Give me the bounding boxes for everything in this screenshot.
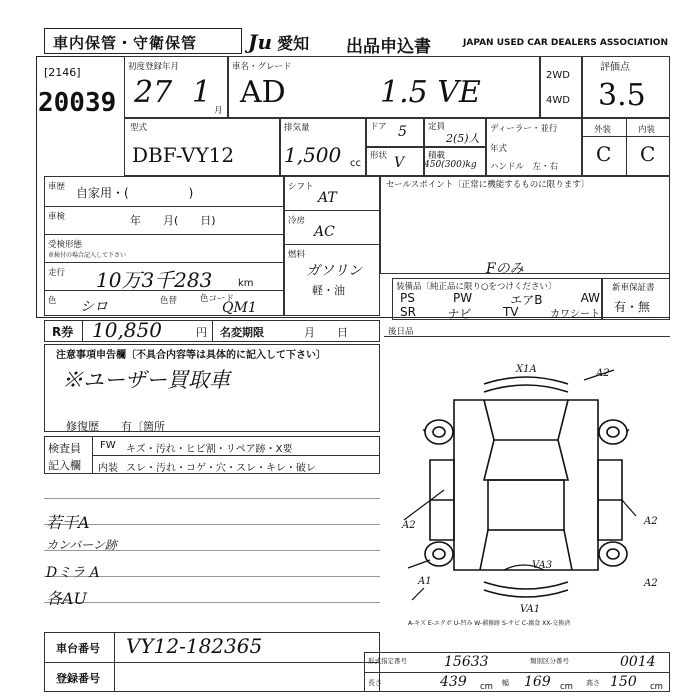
plate-mid-line [44, 662, 380, 663]
notes-rule-1 [44, 498, 380, 499]
mark-bottom-left: A1 [418, 576, 432, 587]
inspector-fw: FW [100, 440, 116, 451]
first-reg-label: 初度登録年月 [128, 62, 180, 72]
mileage-unit: km [238, 278, 254, 289]
type-no-value: 15633 [444, 654, 489, 670]
doors-label: ドア [370, 122, 387, 132]
inspector-mid-line [92, 455, 380, 456]
notes-rule-2 [44, 524, 380, 525]
lot-number: 20039 [38, 88, 117, 118]
width-value: 169 [524, 674, 551, 690]
storage-label-box [44, 28, 242, 54]
fuel-label: 燃料 [288, 250, 306, 260]
drive-4wd: 4WD [546, 95, 570, 106]
inspector-line-2: スレ・汚れ・コゲ・穴・スレ・キレ・破レ [126, 463, 316, 474]
diagram-top-rule [384, 336, 670, 337]
shift-line-2 [284, 244, 380, 245]
car-name-label: 車名・グレード [232, 62, 292, 72]
type-no-label: 形式指定番号 [368, 657, 407, 665]
plate-label: 車台番号 [56, 642, 100, 655]
mark-right: A2 [644, 516, 658, 527]
equipment-label: 装備品〔純正品に限り○をつけください〕 [396, 282, 557, 292]
shape-label: 形状 [370, 151, 388, 161]
length-label: 長さ [368, 679, 382, 687]
inspector-line-1: キズ・汚れ・ヒビ割・リペア跡・X要 [126, 444, 293, 455]
mark-bottom: VA1 [520, 604, 541, 615]
equipment-note: Fのみ [486, 261, 524, 277]
color-code-value: QM1 [222, 300, 257, 316]
class-no-label: 類別区分番号 [530, 657, 569, 665]
dealer-label: ディーラー・並行 [490, 124, 558, 134]
inspector-note-1: 若干A [46, 513, 90, 532]
equipment-tv: TV [502, 305, 519, 319]
grade-header-line [582, 136, 670, 137]
mark-rear: VA3 [532, 560, 553, 571]
storage-label: 車内保管・守衛保管 [53, 34, 198, 52]
association-name: JAPAN USED CAR DEALERS ASSOCIATION [463, 38, 668, 48]
recycle-unit: 円 [196, 326, 207, 339]
sales-point-box [380, 176, 670, 274]
equipment-sr: SR [400, 305, 416, 319]
length-value: 439 [440, 674, 467, 690]
recycle-divider-1 [82, 320, 83, 342]
plate-value: VY12-182365 [126, 634, 263, 658]
inspector-note-2: カンバーン跡 [46, 538, 117, 552]
fuel-diesel: 軽・油 [312, 284, 345, 297]
model-label: 型式 [130, 123, 148, 133]
equipment-airbag: エアB [510, 293, 543, 307]
history-value: 自家用・( ) [76, 186, 194, 200]
score-value: 3.5 [598, 78, 646, 113]
logo-mark: Ju [248, 30, 273, 54]
history-label: 車歴 [48, 182, 66, 192]
reg-no-label: 登録番号 [56, 672, 100, 685]
displacement-label: 排気量 [284, 123, 310, 133]
repair-label: 修復歴 有〔箇所 [66, 420, 165, 433]
lot-code: [2146] [44, 66, 81, 79]
equipment-navi: ナビ [447, 307, 472, 321]
color-label: 色 [48, 296, 57, 306]
expiry-label: 名変期限 [220, 326, 264, 339]
inspector-label-1: 検査員 [48, 442, 81, 455]
exterior-label: 外装 [594, 125, 612, 135]
expiry-unit: 月 日 [304, 326, 348, 339]
recycle-label: R券 [52, 325, 74, 339]
car-grade: 1.5 VE [380, 75, 481, 110]
model-value: DBF-VY12 [132, 143, 235, 167]
color-value: シロ [80, 299, 108, 315]
notes-rule-5 [44, 602, 380, 603]
inspector-note-4: 各AU [46, 589, 88, 608]
recycle-value: 10,850 [92, 318, 162, 342]
color-change-label: 色替 [160, 296, 178, 306]
year-label: 年式 [490, 144, 508, 154]
service-note: 車検付の場合記入して下さい [48, 252, 127, 259]
width-label: 幅 [502, 679, 509, 687]
recycle-divider-2 [212, 320, 213, 342]
length-unit: cm [480, 682, 493, 692]
car-name: AD [240, 75, 286, 110]
inspection-label: 車検 [48, 212, 66, 222]
doors-value: 5 [398, 124, 407, 140]
width-unit: cm [560, 682, 573, 692]
notes-text: ※ユーザー買取車 [62, 368, 230, 392]
equipment-pw: PW [452, 291, 473, 305]
month-unit: 月 [214, 106, 223, 116]
capacity-label: 定員 [428, 122, 446, 132]
inspector-interior: 内装 [98, 463, 118, 474]
logo-name: 愛知 [277, 34, 310, 53]
shift-label: シフト [288, 182, 314, 192]
diagram-legend: A-キズ E-エクボ U-凹み W-補修跡 S-サビ C-腐食 XX-交換済 [408, 620, 571, 627]
drive-2wd: 2WD [546, 70, 570, 81]
color-code-label: 色コード [200, 294, 235, 304]
ac-value: AC [314, 224, 335, 240]
history-line-1 [44, 206, 284, 207]
shift-value: AT [318, 190, 337, 206]
notes-label: 注意事項申告欄〔不具合内容等は具体的に記入して下さい〕 [56, 350, 326, 361]
height-value: 150 [610, 674, 637, 690]
mileage-value: 10万3千283 [96, 268, 213, 292]
warranty-value: 有・無 [614, 300, 651, 314]
shift-line-1 [284, 210, 380, 211]
load-value: 450(300)kg [424, 160, 477, 170]
logo [248, 30, 309, 54]
drive-cell [540, 56, 582, 118]
service-label: 受検形態 [48, 240, 83, 250]
exterior-grade: C [596, 142, 612, 166]
history-line-2 [44, 234, 284, 235]
inspector-label-2: 記入欄 [48, 459, 81, 472]
inspection-value: 年 月( 日) [130, 214, 216, 227]
load-label: 積載 [428, 151, 446, 161]
history-line-3 [44, 262, 284, 263]
first-reg-year: 27 [134, 75, 173, 110]
height-label: 高さ [586, 679, 600, 687]
mileage-label: 走行 [48, 268, 66, 278]
type-mid-line [364, 672, 670, 673]
cc-unit: cc [350, 158, 361, 169]
mark-bottom-right: A2 [644, 578, 658, 589]
capacity-value: 2(5)人 [446, 132, 480, 145]
handle-label: ハンドル 左・右 [490, 162, 559, 172]
fuel-value: ガソリン [306, 263, 362, 279]
interior-grade: C [640, 142, 656, 166]
interior-label: 内装 [638, 125, 656, 135]
warranty-label: 新車保証書 [612, 283, 655, 293]
height-unit: cm [650, 682, 663, 692]
mark-top-right: A2 [596, 368, 610, 379]
displacement-value: 1,500 [284, 143, 342, 167]
first-reg-month: 1 [192, 75, 212, 110]
equipment-ps: PS [400, 291, 415, 305]
equipment-aw: AW [580, 291, 600, 305]
shape-value: V [394, 155, 405, 171]
rear-label: 後日品 [388, 327, 414, 337]
form-title: 出品申込書 [346, 37, 431, 57]
equipment-seat: カワシート [549, 309, 600, 320]
grade-divider [626, 118, 627, 176]
inspector-note-3: Dミラ A [46, 565, 100, 581]
mark-top: X1A [516, 364, 537, 375]
ac-label: 冷房 [288, 216, 306, 226]
sales-point-label: セールスポイント〔正常に機能するものに限ります〕 [386, 180, 590, 190]
score-label: 評価点 [600, 62, 630, 73]
class-no-value: 0014 [620, 654, 656, 670]
mark-left: A2 [402, 520, 416, 531]
